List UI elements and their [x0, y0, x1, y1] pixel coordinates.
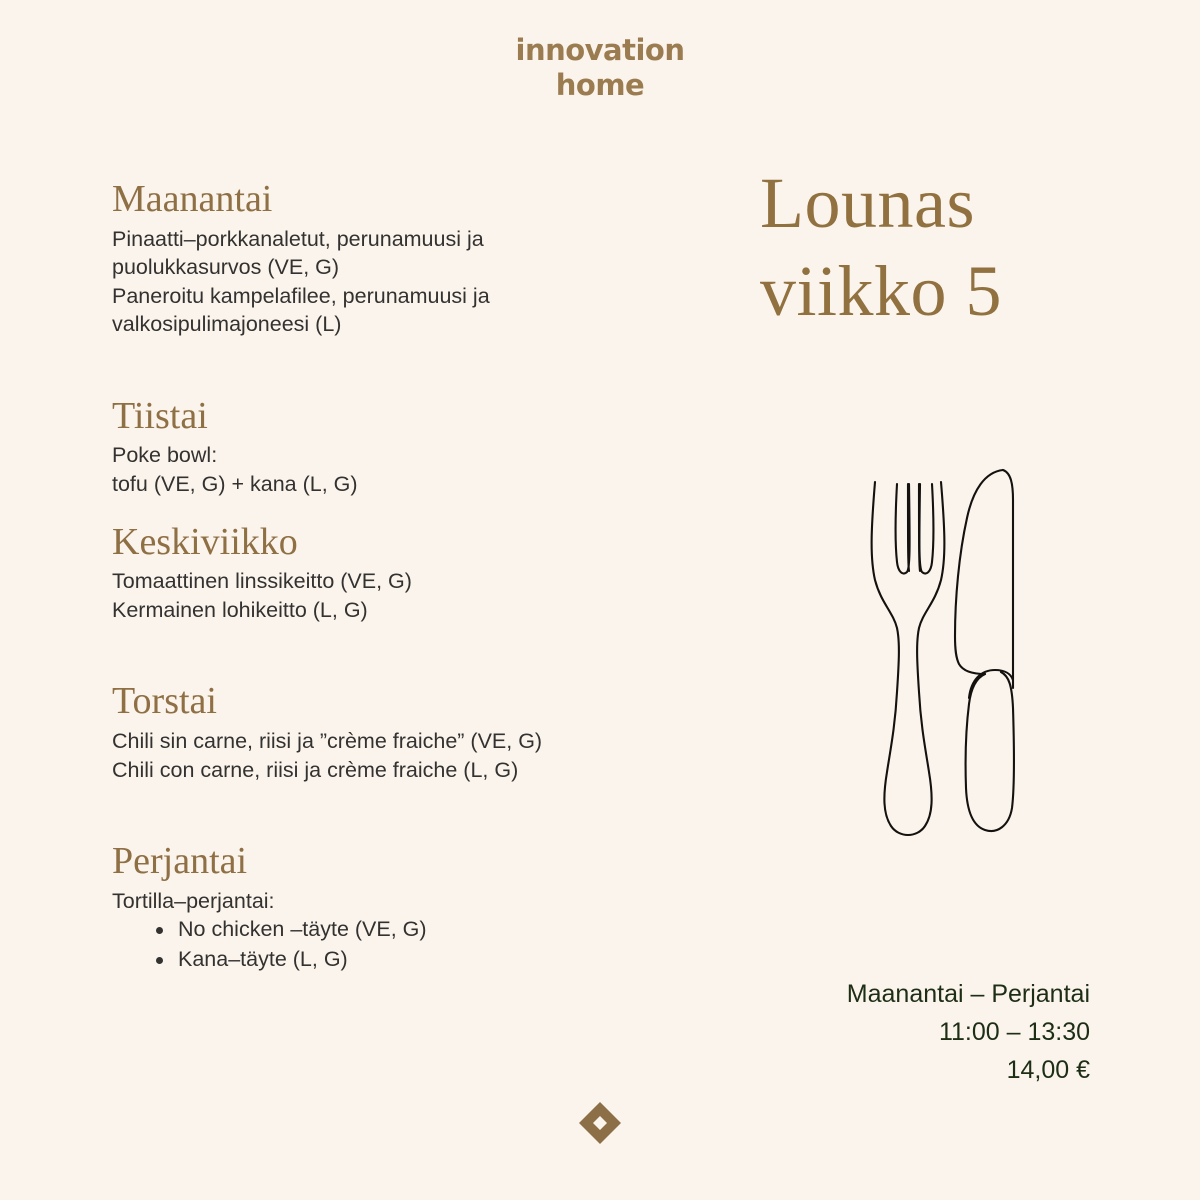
footer-logo-mark — [0, 1098, 1200, 1155]
fork-and-knife-icon — [845, 440, 1045, 860]
day-heading-maanantai: Maanantai — [112, 178, 273, 220]
spacer — [112, 624, 752, 680]
hours-time: 11:00 – 13:30 — [938, 1018, 1090, 1046]
day-dishes-maanantai — [112, 225, 752, 339]
day-block-torstai — [112, 680, 752, 784]
dish-line: valkosipulimajoneesi (L) — [112, 312, 342, 337]
day-heading-keskiviikko: Keskiviikko — [112, 520, 298, 563]
dish-line: tofu (VE, G) + kana (L, G) — [112, 472, 358, 497]
dish-bullet: No chicken –täyte (VE, G) — [156, 915, 752, 945]
day-heading-perjantai: Perjantai — [112, 840, 248, 883]
dish-line: Poke bowl: — [112, 443, 218, 468]
dish-line: Kermainen lohikeitto (L, G) — [112, 597, 368, 622]
hours-days: Maanantai – Perjantai — [846, 980, 1090, 1008]
dish-line: Paneroitu kampelafilee, perunamuusi ja — [112, 283, 490, 308]
heart-diamond-icon — [569, 1098, 631, 1150]
day-dishes-keskiviikko — [112, 567, 752, 624]
day-dishes-perjantai — [112, 887, 752, 916]
dish-line: Tortilla–perjantai: — [112, 888, 275, 913]
side-panel — [760, 160, 1090, 336]
day-dishes-tiistai — [112, 441, 752, 498]
day-block-tiistai — [112, 395, 752, 499]
day-heading-torstai: Torstai — [112, 680, 217, 723]
spacer — [112, 499, 752, 521]
page-title-line2: viikko 5 — [760, 250, 1003, 331]
brand-word-home: home — [555, 68, 645, 102]
dish-bullet: Kana–täyte (L, G) — [156, 945, 752, 975]
dish-line: puolukkasurvos (VE, G) — [112, 255, 340, 280]
page-title-line1: Lounas — [760, 163, 975, 243]
day-block-keskiviikko — [112, 521, 752, 625]
brand-logo — [0, 33, 1200, 102]
brand-word-innovation: innovation — [515, 33, 685, 67]
day-heading-tiistai: Tiistai — [112, 394, 208, 437]
day-block-perjantai — [112, 840, 752, 974]
dish-line: Chili sin carne, riisi ja ”crème fraiche” (VE, G) — [112, 728, 543, 753]
spacer — [112, 784, 752, 840]
hours-price: 14,00 € — [1006, 1056, 1090, 1084]
dish-line: Chili con carne, riisi ja crème fraiche (L, G) — [112, 757, 519, 782]
dish-line: Tomaattinen linssikeitto (VE, G) — [112, 569, 412, 594]
weekly-menu-list — [112, 178, 752, 975]
day-bullets-perjantai — [112, 915, 752, 974]
day-dishes-torstai — [112, 727, 752, 784]
opening-hours-block — [700, 975, 1090, 1089]
spacer — [112, 339, 752, 395]
day-block-maanantai — [112, 178, 752, 339]
dish-line: Pinaatti–porkkanaletut, perunamuusi ja — [112, 226, 484, 251]
